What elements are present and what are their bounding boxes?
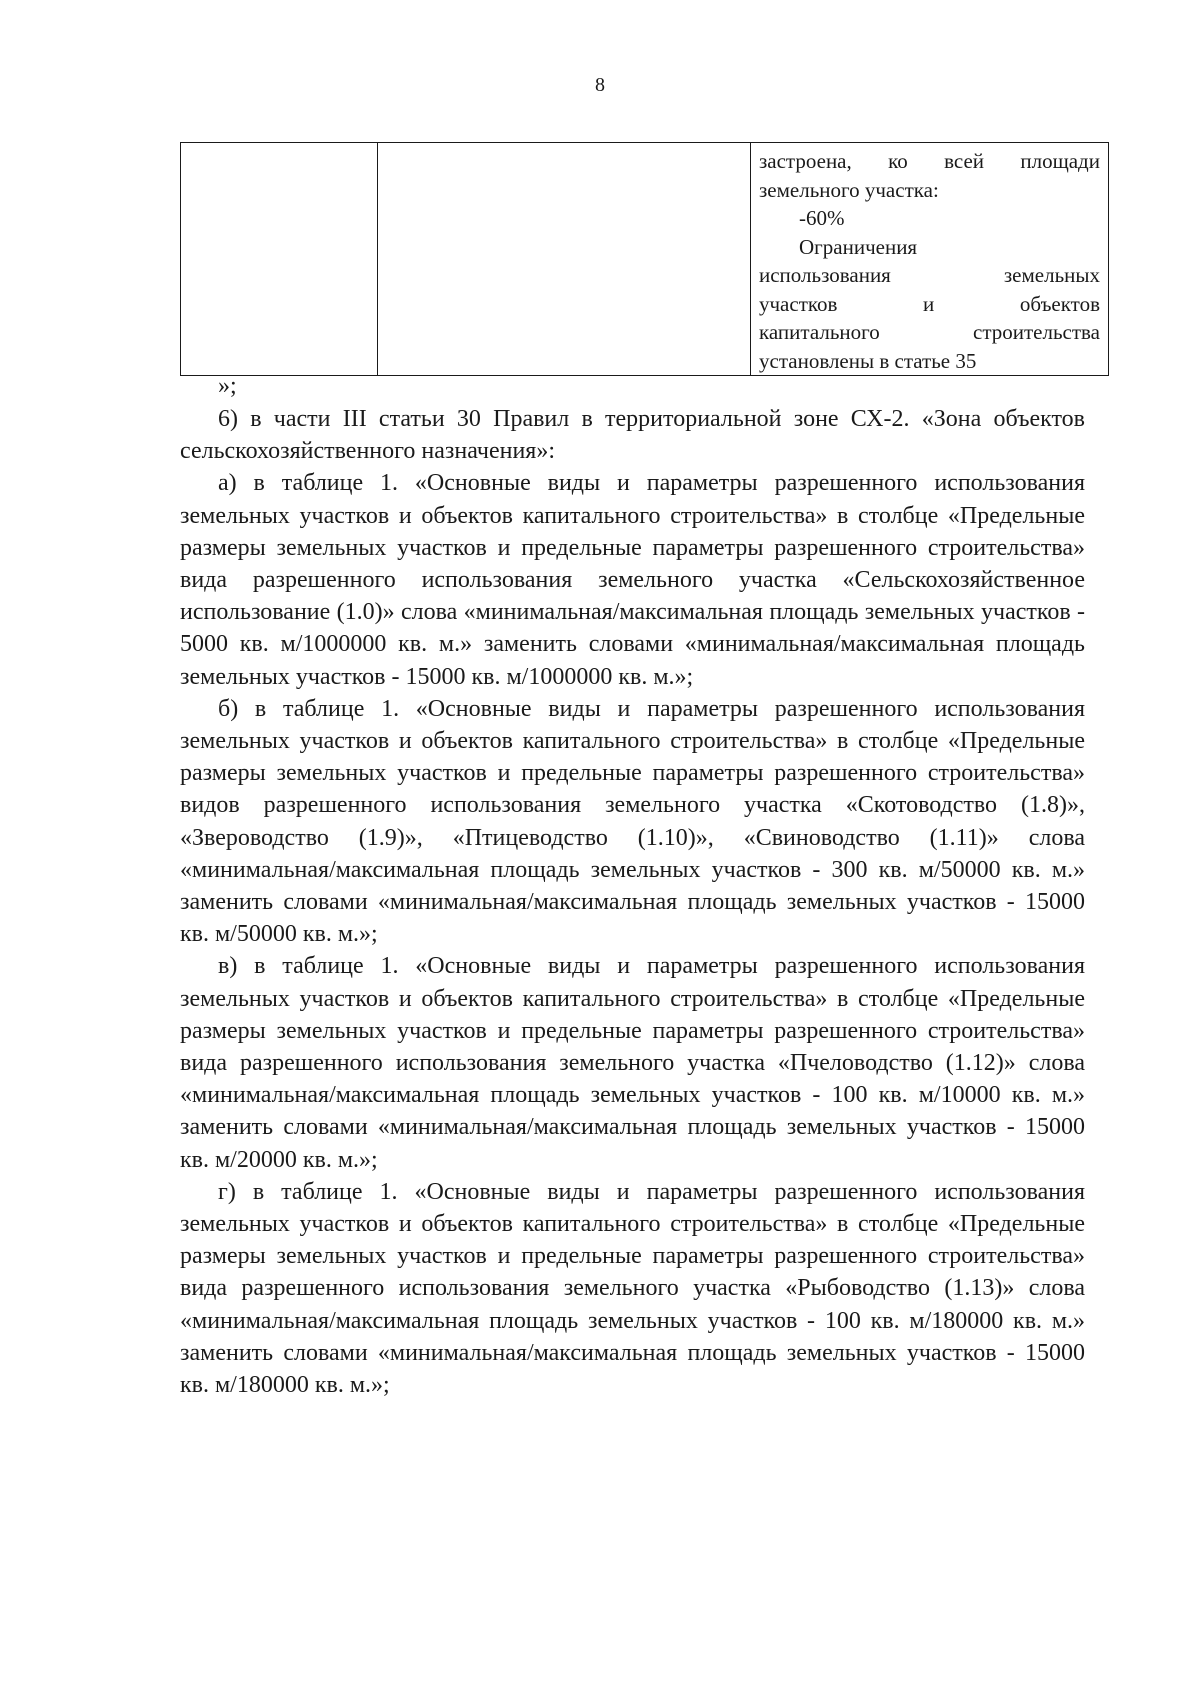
table-cell-empty-2 <box>378 143 751 376</box>
continuation-table <box>180 142 1109 376</box>
cell-line: земельного участка: <box>759 177 939 202</box>
paragraph-6: 6) в части III статьи 30 Правил в территориальной зоне СХ-2. «Зона объектов сельскохозяйственного назначения»: <box>180 406 1085 465</box>
paragraph-g: г) в таблице 1. «Основные виды и параметры разрешенного использования земельных участков и объектов капитального строительства» в столбце «Предельные размеры земельных участков и предельные параметры разрешенного строительства» вида разрешенного использования земельного участка «Рыбоводство (1.13)» слова «минимальная/максимальная площадь земельных участков - 100 кв. м/180000 кв. м.» заменить словами «минимальная/максимальная площадь земельных участков - 15000 кв. м/180000 кв. м.»; <box>180 1178 1085 1399</box>
cell-line: участков и объектов <box>759 291 1100 316</box>
table-cell-text <box>751 143 1108 375</box>
paragraph-b: б) в таблице 1. «Основные виды и параметры разрешенного использования земельных участков и объектов капитального строительства» в столбце «Предельные размеры земельных участков и предельные параметры разрешенного строительства» видов разрешенного использования земельного участка «Скотоводство (1.8)», «Звероводство (1.9)», «Птицеводство (1.10)», «Свиноводство (1.11)» слова «минимальная/максимальная площадь земельных участков - 300 кв. м/50000 кв. м.» заменить словами «минимальная/максимальная площадь земельных участков - 15000 кв. м/50000 кв. м.»; <box>180 695 1085 948</box>
paragraph-v: в) в таблице 1. «Основные виды и параметры разрешенного использования земельных участков и объектов капитального строительства» в столбце «Предельные размеры земельных участков и предельные параметры разрешенного строительства» вида разрешенного использования земельного участка «Пчеловодство (1.12)» слова «минимальная/максимальная площадь земельных участков - 100 кв. м/10000 кв. м.» заменить словами «минимальная/максимальная площадь земельных участков - 15000 кв. м/20000 кв. м.»; <box>180 953 1085 1173</box>
cell-line: установлены в статье 35 <box>759 348 977 373</box>
closing-quote: »; <box>218 373 237 399</box>
table-cell-empty-1 <box>181 143 378 376</box>
paragraph-a: а) в таблице 1. «Основные виды и параметры разрешенного использования земельных участков и объектов капитального строительства» в столбце «Предельные размеры земельных участков и предельные параметры разрешенного строительства» вида разрешенного использования земельного участка «Сельскохозяйственное использование (1.0)» слова «минимальная/максимальная площадь земельных участков - 5000 кв. м/1000000 кв. м.» заменить словами «минимальная/максимальная площадь земельных участков - 15000 кв. м/1000000 кв. м.»; <box>180 470 1085 690</box>
page-number: 8 <box>595 74 605 96</box>
cell-line: использования земельных <box>759 263 1100 287</box>
cell-line: капитального строительства <box>759 320 1100 344</box>
table-cell-parameters <box>751 143 1109 376</box>
cell-line: Ограничения <box>799 234 918 259</box>
document-body <box>180 403 1085 1401</box>
cell-line: -60% <box>799 206 845 230</box>
table-row <box>181 143 1109 376</box>
cell-line: застроена, ко всей площади <box>759 149 1100 173</box>
